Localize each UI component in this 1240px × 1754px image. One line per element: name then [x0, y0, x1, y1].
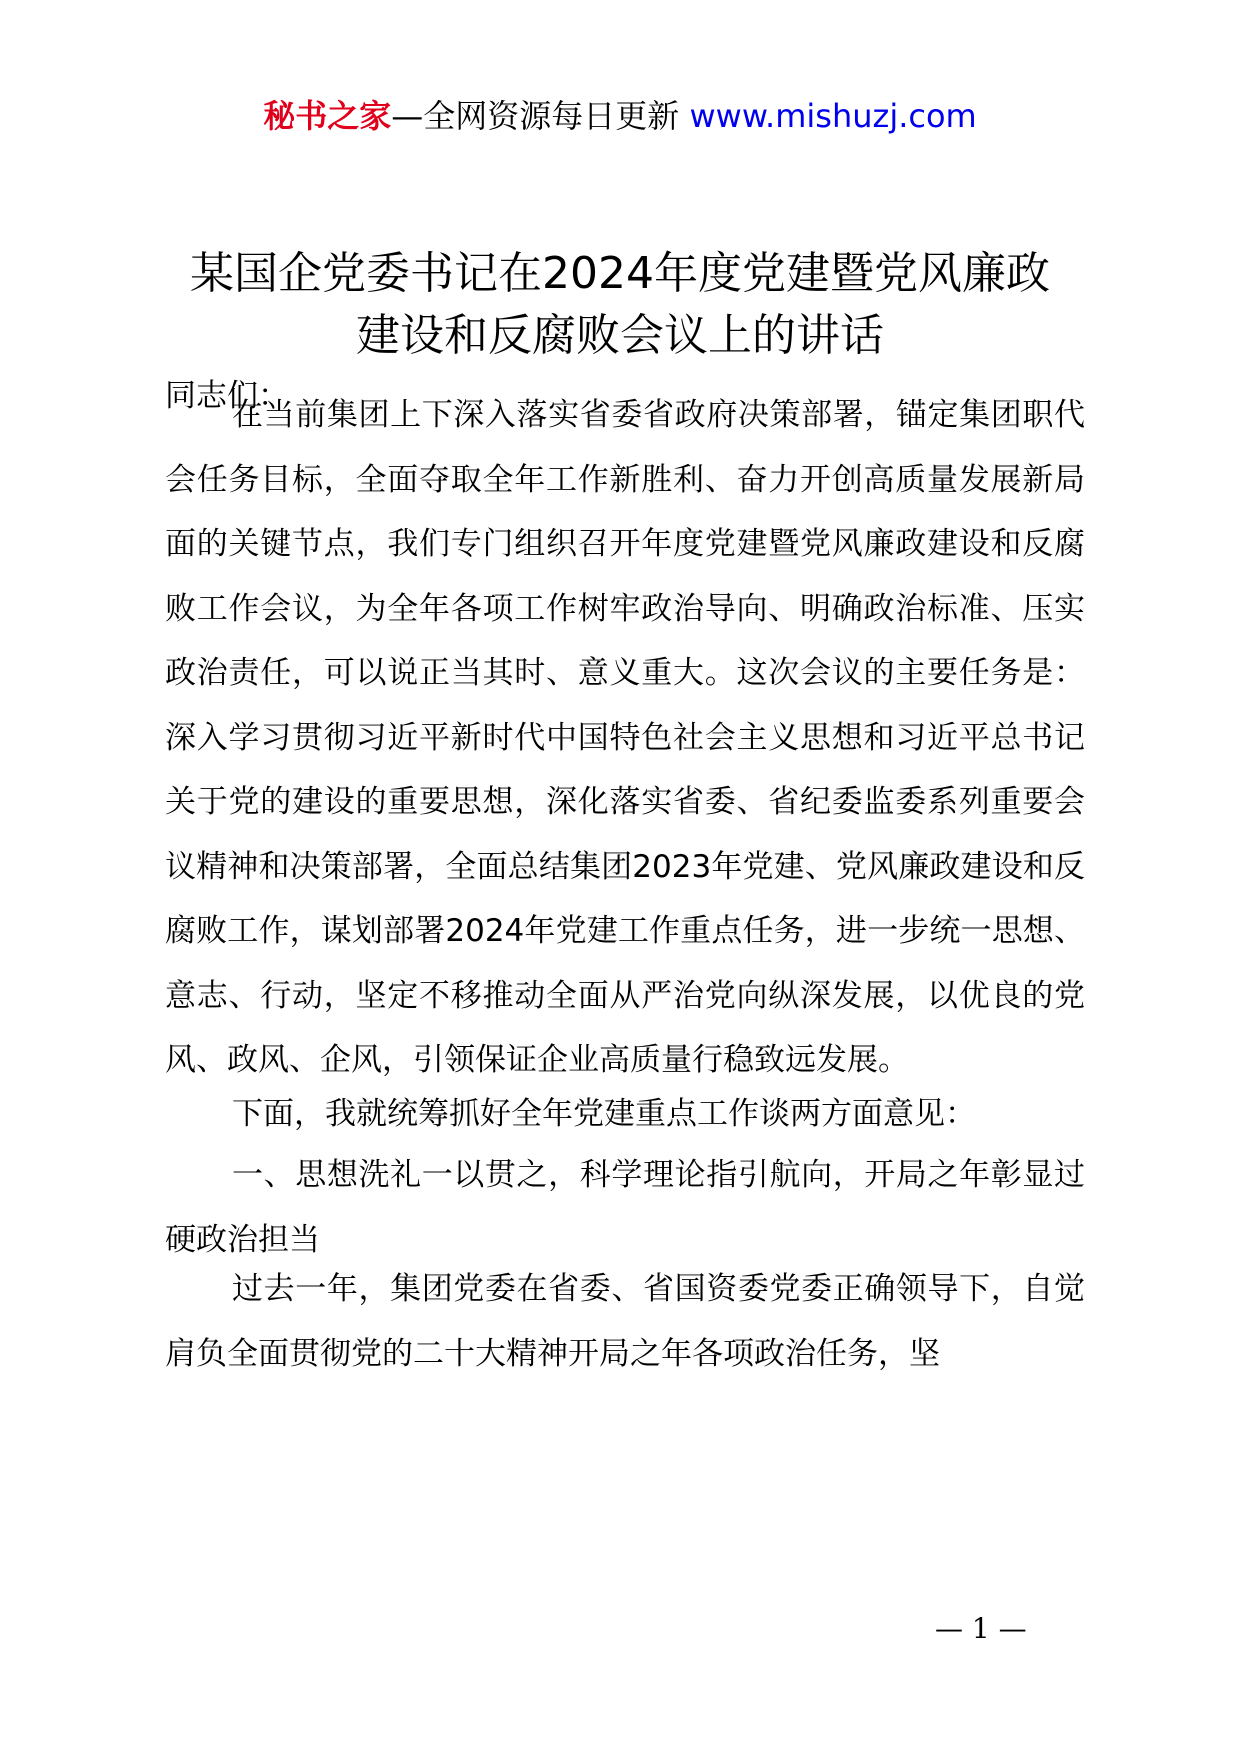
body-paragraph: 过去一年，集团党委在省委、省国资委党委正确领导下，自觉肩负全面贯彻党的二十大精神开局之年各项政治任务，坚 — [165, 1271, 1085, 1372]
body-paragraph: 在当前集团上下深入落实省委省政府决策部署，锚定集团职代会任务目标，全面夺取全年工作新胜利、奋力开创高质量发展新局面的关键节点，我们专门组织召开年度党建暨党风廉政建设和反腐败工作会议，为全年各项工作树牢政治导向、明确政治标准、压实政治责任，可以说正当其时、意义重大。这次会议的主要任务是：深入学习贯彻习近平新时代中国特色社会主义思想和习近平总书记关于党的建设的重要思想，深化落实省委、省纪委监委系列重要会议精神和决策部署，全面总结集团2023年党建、党风廉政建设和反腐败工作，谋划部署2024年党建工作重点任务，进一步统一思想、意志、行动，坚定不移推动全面从严治党向纵深发展，以优良的党风、政风、企风，引领保证企业高质量行稳致远发展。 — [165, 397, 1085, 1078]
section-heading: 一、思想洗礼一以贯之，科学理论指引航向，开局之年彰显过硬政治担当 — [165, 1157, 1085, 1258]
salutation: 同志们： — [165, 378, 289, 414]
site-url-link[interactable]: www.mishuzj.com — [689, 97, 977, 135]
title-line-2: 建设和反腐败会议上的讲话 — [356, 310, 884, 361]
title-line-1: 某国企党委书记在2024年度党建暨党风廉政 — [190, 248, 1050, 299]
page-number: — 1 — — [935, 1612, 1027, 1645]
body-paragraph: 下面，我就统筹抓好全年党建重点工作谈两方面意见： — [232, 1096, 976, 1132]
brand-name: 秘书之家 — [263, 97, 392, 135]
document-title — [150, 243, 1090, 367]
header-tagline: —全网资源每日更新 — [391, 97, 690, 135]
site-header — [0, 96, 1240, 136]
